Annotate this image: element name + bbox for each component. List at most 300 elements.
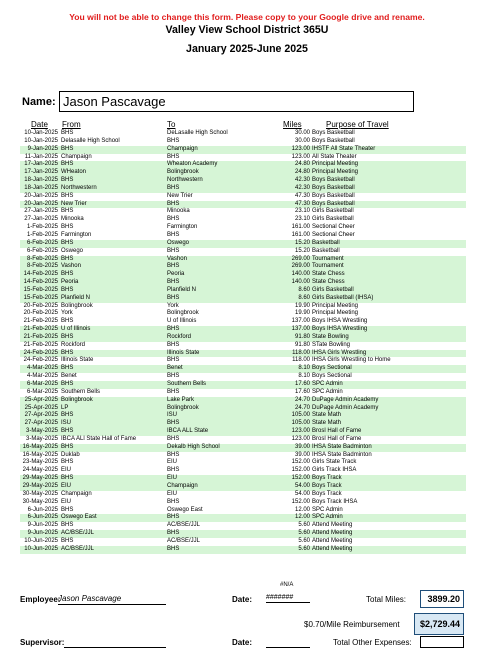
table-row (20, 161, 466, 169)
to-cell: BHS (167, 231, 180, 238)
to-cell: Farmington (167, 224, 198, 231)
employee-label: Employee: (20, 595, 61, 604)
from-cell: BHS (61, 130, 74, 136)
from-cell: BHS (61, 506, 74, 513)
from-cell: BHS (61, 255, 74, 262)
to-cell: BHS (167, 247, 180, 254)
miles-cell: 8.60 (298, 286, 310, 293)
miles-cell: 5.60 (298, 537, 310, 544)
to-cell: Planfield N (167, 286, 197, 293)
table-row (20, 334, 466, 342)
purpose-cell: Basketball (312, 239, 340, 246)
table-row (20, 507, 466, 515)
date-cell: 4-Mar-2025 (26, 365, 58, 372)
to-cell: Peoria (167, 271, 185, 278)
form-period: January 2025-June 2025 (186, 43, 308, 55)
to-cell: BHS (167, 200, 180, 207)
from-cell: BHS (61, 145, 74, 152)
reimbursement-value: $2,729.44 (414, 613, 464, 635)
miles-cell: 30.00 (294, 130, 310, 136)
from-cell: Rockford (61, 341, 86, 348)
date-cell: 6-Mar-2025 (26, 388, 58, 395)
from-cell: BHS (61, 459, 74, 466)
date-cell: 27-Apr-2025 (24, 420, 58, 427)
supervisor-label: Supervisor: (20, 638, 65, 647)
table-row (20, 185, 466, 193)
to-cell: York (167, 302, 179, 309)
miles-cell: 123.00 (291, 153, 310, 160)
date-cell: 9-Jan-2025 (27, 145, 58, 152)
miles-cell: 23.10 (294, 216, 310, 223)
date-cell: 25-Apr-2025 (24, 404, 58, 411)
purpose-cell: Basketball (312, 247, 340, 254)
to-cell: BHS (167, 341, 180, 348)
from-cell: Farmington (61, 231, 92, 238)
miles-cell: 152.00 (291, 475, 310, 482)
table-row (20, 389, 466, 397)
from-cell: BHS (61, 208, 74, 215)
purpose-cell: Boys Basketball (312, 200, 355, 207)
table-row (20, 342, 466, 350)
date-cell: 21-Feb-2025 (23, 318, 58, 325)
name-label: Name: (22, 96, 56, 108)
purpose-cell: Attend Meeting (312, 545, 353, 552)
purpose-cell: IHSA Girls Wrestling (312, 349, 367, 356)
purpose-cell: Principal Meeting (312, 310, 359, 317)
miles-cell: 161.00 (291, 231, 310, 238)
date-cell: 20-Feb-2025 (23, 302, 58, 309)
table-row (20, 208, 466, 216)
purpose-cell: Boys Sectional (312, 373, 352, 380)
table-row (20, 130, 466, 138)
to-cell: Illinois State (167, 349, 200, 356)
miles-cell: 23.10 (294, 208, 310, 215)
date-cell: 24-Feb-2025 (23, 357, 58, 364)
from-cell: AC/BSE/JJL (61, 530, 95, 537)
table-row (20, 193, 466, 201)
date-cell: 27-Jan-2025 (24, 208, 58, 215)
table-row (20, 483, 466, 491)
table-row (20, 177, 466, 185)
date-cell: 3-May-2025 (25, 435, 58, 442)
date-cell: 6-Feb-2025 (26, 247, 58, 254)
date-cell: 21-Feb-2025 (23, 341, 58, 348)
table-row (20, 530, 466, 538)
date-cell: 21-Feb-2025 (23, 333, 58, 340)
miles-cell: 24.70 (294, 396, 310, 403)
date-cell: 14-Feb-2025 (23, 279, 58, 286)
date-cell: 20-Feb-2025 (23, 310, 58, 317)
total-miles-label: Total Miles: (366, 595, 407, 604)
to-cell: DeLasalle High School (167, 130, 228, 136)
date-cell: 15-Feb-2025 (23, 294, 58, 301)
purpose-cell: Sectional Cheer (312, 224, 355, 231)
table-row (20, 467, 466, 475)
purpose-cell: Boys Basketball (312, 130, 355, 136)
supervisor-signature-field[interactable] (64, 647, 166, 648)
purpose-cell: Tournament (312, 255, 344, 262)
miles-cell: 19.90 (294, 302, 310, 309)
miles-cell: 161.00 (291, 224, 310, 231)
from-cell: BHS (61, 365, 74, 372)
from-cell: BHS (61, 192, 74, 199)
date-cell: 10-Jan-2025 (24, 137, 58, 144)
date-cell: 15-Feb-2025 (23, 286, 58, 293)
purpose-cell: State Math (312, 412, 342, 419)
purpose-cell: State Chess (312, 271, 345, 278)
table-row (20, 201, 466, 209)
date-cell: 17-Jan-2025 (24, 161, 58, 168)
date-cell: 9-Jun-2025 (27, 530, 58, 537)
miles-cell: 15.20 (294, 247, 310, 254)
purpose-cell: Girls Basketball (IHSA) (312, 294, 374, 301)
purpose-cell: IHSA State Badminton (312, 443, 372, 450)
purpose-cell: SPC Admin (312, 514, 343, 521)
table-row (20, 350, 466, 358)
table-row (20, 459, 466, 467)
miles-cell: 5.60 (298, 530, 310, 537)
to-cell: EIU (167, 475, 178, 482)
table-row (20, 499, 466, 507)
date-cell: 6-Mar-2025 (26, 381, 58, 387)
to-cell: BHS (167, 263, 180, 270)
to-cell: BHS (167, 373, 180, 380)
date-label: Date: (232, 595, 253, 604)
date-cell: 3-May-2025 (25, 428, 58, 435)
to-cell: AC/BSE/JJL (167, 537, 201, 544)
from-cell: BHS (61, 475, 74, 482)
table-row (20, 279, 466, 287)
to-cell: BHS (167, 153, 180, 160)
date-cell: 8-Feb-2025 (26, 263, 58, 270)
miles-cell: 54.00 (294, 482, 310, 489)
purpose-cell: IHSA State Badminton (312, 451, 372, 458)
date-cell: 6-Jun-2025 (27, 506, 58, 513)
purpose-cell: All State Theater (312, 153, 357, 160)
from-cell: Vashon (61, 263, 81, 270)
to-cell: BHS (167, 388, 180, 395)
from-cell: BHS (61, 381, 74, 387)
miles-cell: 12.00 (294, 514, 310, 521)
table-row (20, 169, 466, 177)
date-cell: 9-Jun-2025 (27, 522, 58, 529)
name-field[interactable]: Jason Pascavage (59, 91, 414, 112)
date-cell: 30-May-2025 (22, 490, 58, 497)
date-cell: 11-Jan-2025 (24, 153, 58, 160)
table-row (20, 405, 466, 413)
reimbursement-label: $0.70/Mile Reimbursement (304, 620, 400, 629)
from-cell: ISU (61, 420, 72, 427)
from-cell: Oswego (61, 247, 84, 254)
date-cell: 18-Jan-2025 (24, 177, 58, 184)
table-row (20, 522, 466, 530)
date-cell: 24-May-2025 (22, 467, 58, 474)
miles-cell: 105.00 (291, 420, 310, 427)
from-cell: EIU (61, 467, 72, 474)
miles-cell: 39.00 (294, 451, 310, 458)
from-cell: Delasalle High School (61, 137, 120, 144)
date-cell: 1-Feb-2025 (26, 224, 58, 231)
date-cell: 20-Jan-2025 (24, 200, 58, 207)
to-cell: Lake Park (167, 396, 195, 403)
to-cell: AC/BSE/JJL (167, 522, 201, 529)
from-cell: BHS (61, 318, 74, 325)
purpose-cell: State Chess (312, 279, 345, 286)
from-cell: AC/BSE/JJL (61, 545, 95, 552)
from-cell: Bolingbrook (61, 396, 93, 403)
supervisor-date-label: Date: (232, 638, 253, 647)
purpose-cell: SPC Admin (312, 506, 343, 513)
purpose-cell: Boys Track (312, 475, 342, 482)
table-row (20, 420, 466, 428)
purpose-cell: Boys Basketball (312, 137, 355, 144)
to-cell: Minooka (167, 208, 190, 215)
table-row (20, 256, 466, 264)
from-cell: Minooka (61, 216, 84, 223)
total-miles-value: 3899.20 (420, 590, 464, 608)
column-header-date: Date (31, 120, 48, 129)
column-header-to: To (167, 120, 176, 129)
purpose-cell: Brosl Hall of Fame (312, 435, 362, 442)
table-row (20, 216, 466, 224)
date-cell: 20-Jan-2025 (24, 192, 58, 199)
to-cell: Wheaton Academy (167, 161, 218, 168)
date-cell: 10-Jun-2025 (24, 537, 58, 544)
miles-cell: 91.80 (294, 341, 310, 348)
from-cell: U of Illinois (61, 326, 91, 333)
table-row (20, 514, 466, 522)
to-cell: BHS (167, 216, 180, 223)
to-cell: BHS (167, 514, 180, 521)
miles-cell: 39.00 (294, 443, 310, 450)
miles-cell: 152.00 (291, 459, 310, 466)
from-cell: EIU (61, 498, 72, 505)
purpose-cell: Boys Sectional (312, 365, 352, 372)
to-cell: Champaign (167, 145, 198, 152)
to-cell: Northwestern (167, 177, 203, 184)
from-cell: Benet (61, 373, 77, 380)
from-cell: Southern Bells (61, 388, 101, 395)
purpose-cell: Sectional Cheer (312, 231, 355, 238)
to-cell: Champaign (167, 482, 198, 489)
miles-cell: 123.00 (291, 435, 310, 442)
purpose-cell: Attend Meeting (312, 522, 353, 529)
from-cell: BHS (61, 271, 74, 278)
to-cell: Rockford (167, 333, 192, 340)
table-row (20, 326, 466, 334)
from-cell: Illinois State (61, 357, 94, 364)
table-row (20, 444, 466, 452)
miles-cell: 24.80 (294, 169, 310, 176)
date-cell: 27-Jan-2025 (24, 216, 58, 223)
to-cell: EIU (167, 490, 178, 497)
from-cell: BHS (61, 522, 74, 529)
from-cell: BHS (61, 349, 74, 356)
to-cell: Benet (167, 365, 183, 372)
to-cell: BHS (167, 498, 180, 505)
table-row (20, 412, 466, 420)
table-row (20, 248, 466, 256)
from-cell: Northwestern (61, 184, 97, 191)
to-cell: BHS (167, 294, 180, 301)
to-cell: U of Illinois (167, 318, 197, 325)
miles-cell: 105.00 (291, 412, 310, 419)
purpose-cell: Girls Basketball (312, 286, 354, 293)
purpose-cell: Boys Track IHSA (312, 498, 358, 505)
column-header-purpose: Purpose of Travel (326, 120, 389, 129)
miles-cell: 17.60 (294, 381, 310, 387)
purpose-cell: Boys Track (312, 490, 342, 497)
supervisor-date-field[interactable] (266, 647, 310, 648)
miles-cell: 15.20 (294, 239, 310, 246)
from-cell: BHS (61, 177, 74, 184)
miles-cell: 8.60 (298, 294, 310, 301)
purpose-cell: Principal Meeting (312, 169, 359, 176)
to-cell: EIU (167, 459, 178, 466)
purpose-cell: Brosl Hall of Fame (312, 428, 362, 435)
miles-cell: 140.00 (291, 271, 310, 278)
from-cell: WHeaton (61, 169, 87, 176)
travel-log-table (20, 130, 466, 554)
to-cell: BHS (167, 420, 180, 427)
to-cell: BHS (167, 184, 180, 191)
from-cell: Planfield N (61, 294, 91, 301)
from-cell: Bolingbrook (61, 302, 93, 309)
date-cell: 8-Feb-2025 (26, 255, 58, 262)
date-cell: 29-May-2025 (22, 475, 58, 482)
miles-cell: 42.30 (294, 177, 310, 184)
date-field[interactable]: ####### (266, 594, 310, 603)
to-cell: Dekalb High School (167, 443, 220, 450)
to-cell: Oswego East (167, 506, 203, 513)
from-cell: York (61, 310, 73, 317)
miles-cell: 12.00 (294, 506, 310, 513)
to-cell: BHS (167, 530, 180, 537)
miles-cell: 137.00 (291, 326, 310, 333)
miles-cell: 137.00 (291, 318, 310, 325)
to-cell: BHS (167, 357, 180, 364)
from-cell: LP (61, 404, 69, 411)
date-cell: 4-Mar-2025 (26, 373, 58, 380)
purpose-cell: Boys Track (312, 482, 342, 489)
date-cell: 1-Feb-2025 (26, 231, 58, 238)
from-cell: BHS (61, 224, 74, 231)
miles-cell: 5.60 (298, 545, 310, 552)
purpose-cell: Attend Meeting (312, 537, 353, 544)
purpose-cell: Attend Meeting (312, 530, 353, 537)
from-cell: EIU (61, 482, 72, 489)
table-row (20, 146, 466, 154)
miles-cell: 152.00 (291, 498, 310, 505)
column-header-from: From (62, 120, 81, 129)
purpose-cell: State Math (312, 420, 342, 427)
employee-field[interactable]: Jason Pascavage (58, 594, 166, 605)
purpose-cell: IHSA Girls Wrestling to Home (312, 357, 391, 364)
to-cell: BHS (167, 545, 180, 552)
miles-cell: 91.80 (294, 333, 310, 340)
from-cell: New Trier (61, 200, 87, 207)
miles-cell: 30.00 (294, 137, 310, 144)
table-row (20, 138, 466, 146)
purpose-cell: Girls Basketball (312, 208, 354, 215)
table-row (20, 224, 466, 232)
to-cell: Oswego (167, 239, 190, 246)
table-row (20, 436, 466, 444)
to-cell: Bolingbrook (167, 310, 199, 317)
date-cell: 16-May-2025 (22, 451, 58, 458)
to-cell: BHS (167, 137, 180, 144)
miles-cell: 19.90 (294, 310, 310, 317)
from-cell: BHS (61, 161, 74, 168)
table-row (20, 310, 466, 318)
purpose-cell: Tournament (312, 263, 344, 270)
miles-cell: 8.10 (298, 365, 310, 372)
copy-warning: You will not be able to change this form. Please copy to your Google drive and rename. (69, 12, 425, 22)
to-cell: IBCA ALL State (167, 428, 209, 435)
other-expenses-field[interactable] (420, 636, 464, 648)
date-cell: 16-May-2025 (22, 443, 58, 450)
purpose-cell: Girls Basketball (312, 216, 354, 223)
to-cell: BHS (167, 326, 180, 333)
purpose-cell: Boys Basketball (312, 192, 355, 199)
other-expenses-label: Total Other Expenses: (333, 638, 412, 647)
date-cell: 25-Apr-2025 (24, 396, 58, 403)
purpose-cell: IHSTF All State Theater (312, 145, 376, 152)
table-row (20, 428, 466, 436)
from-cell: BHS (61, 428, 74, 435)
to-cell: BHS (167, 451, 180, 458)
miles-cell: 5.60 (298, 522, 310, 529)
date-cell: 10-Jan-2025 (24, 130, 58, 136)
purpose-cell: DuPage Admin Academy (312, 396, 379, 403)
table-row (20, 491, 466, 499)
date-cell: 6-Jun-2025 (27, 514, 58, 521)
date-cell: 24-Feb-2025 (23, 349, 58, 356)
table-row (20, 538, 466, 546)
date-cell: 17-Jan-2025 (24, 169, 58, 176)
miles-cell: 140.00 (291, 279, 310, 286)
to-cell: Southern Bells (167, 381, 207, 387)
miles-cell: 42.30 (294, 184, 310, 191)
from-cell: Duklab (61, 451, 80, 458)
miles-cell: 123.00 (291, 145, 310, 152)
from-cell: Peoria (61, 279, 79, 286)
form-title: Valley View School District 365U (165, 24, 329, 36)
purpose-cell: Boys IHSA Wrestling (312, 326, 368, 333)
table-row (20, 397, 466, 405)
from-cell: IBCA ALl State Hall of Fame (61, 435, 137, 442)
from-cell: Champaign (61, 153, 92, 160)
purpose-cell: Boys Basketball (312, 184, 355, 191)
table-row (20, 475, 466, 483)
table-row (20, 287, 466, 295)
date-cell: 21-Feb-2025 (23, 326, 58, 333)
column-header-miles: Miles (283, 120, 302, 129)
miles-cell: 269.00 (291, 263, 310, 270)
miles-cell: 8.10 (298, 373, 310, 380)
table-row (20, 452, 466, 460)
from-cell: Oswego East (61, 514, 97, 521)
purpose-cell: SPC Admin (312, 381, 343, 387)
date-cell: 30-May-2025 (22, 498, 58, 505)
to-cell: BHS (167, 279, 180, 286)
date-cell: 23-May-2025 (22, 459, 58, 466)
miles-cell: 47.30 (294, 200, 310, 207)
table-row (20, 154, 466, 162)
purpose-cell: State Bowling (312, 333, 349, 340)
purpose-cell: Principal Meeting (312, 302, 359, 309)
table-row (20, 318, 466, 326)
